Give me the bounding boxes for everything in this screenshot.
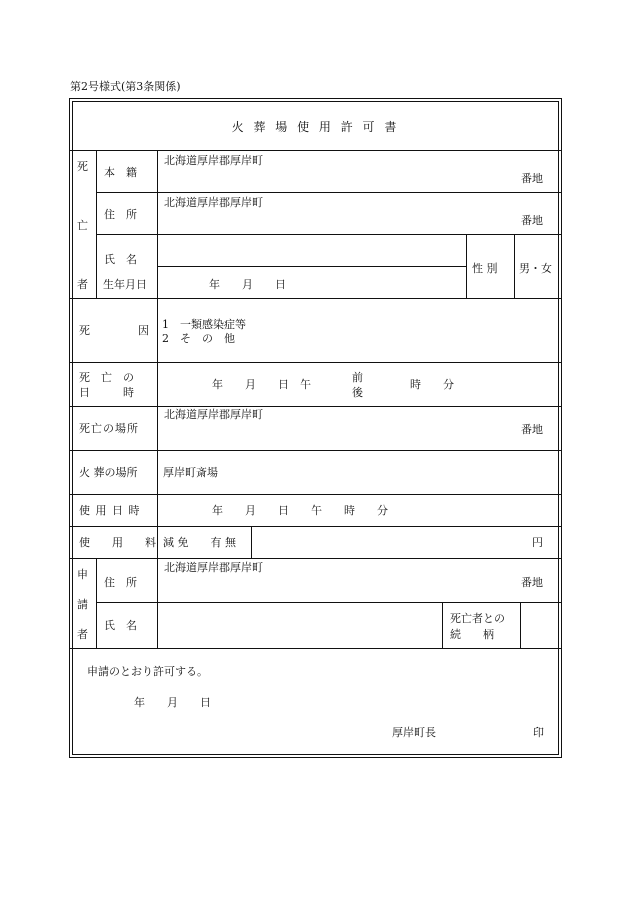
applicant-address-label: 住 所: [104, 576, 137, 589]
document-title: 火 葬 場 使 用 許 可 書: [231, 120, 400, 134]
permit-form: [69, 98, 562, 758]
deceased-address-label: 住 所: [104, 208, 137, 221]
death-place-suffix: 番地: [521, 423, 543, 436]
death-ampm-am: 前: [352, 371, 363, 384]
approval-statement: 申請のとおり許可する。: [87, 665, 208, 678]
approval-date: 年 月 日: [134, 696, 211, 709]
rule: [96, 558, 97, 648]
rule: [157, 266, 466, 267]
applicant-address-value: 北海道厚岸郡厚岸町: [164, 561, 263, 574]
death-place-label: 死亡の場所: [79, 422, 139, 435]
rule: [70, 362, 561, 363]
honseki-label: 本 籍: [104, 166, 137, 179]
rule: [96, 192, 561, 193]
fee-amount-field[interactable]: [252, 527, 512, 557]
cause-label: 因: [138, 324, 149, 337]
permit-form-inner-border: [72, 101, 559, 755]
death-time-value: 時 分: [410, 378, 454, 391]
rule: [96, 150, 97, 298]
applicant-name-label: 氏 名: [104, 619, 137, 632]
applicant-group-char: 者: [77, 628, 88, 641]
deceased-group-char: 亡: [77, 219, 88, 232]
rule: [157, 150, 158, 648]
fee-exemption: 減 免 有 無: [163, 536, 236, 549]
cause-item-2: 2 そ の 他: [162, 332, 235, 345]
cremation-place-value: 厚岸町斎場: [163, 466, 218, 479]
use-datetime-label: 使 用 日 時: [79, 504, 141, 517]
rule: [70, 406, 561, 407]
rule: [70, 558, 561, 559]
cremation-place-label: 火 葬の場所: [79, 466, 138, 479]
fee-label: 使 用 料: [79, 536, 156, 549]
death-ampm-pm: 後: [352, 386, 363, 399]
fee-unit: 円: [532, 536, 543, 549]
cause-item-1: 1 一類感染症等: [162, 318, 246, 331]
relation-field[interactable]: [521, 603, 560, 647]
deceased-group-char: 者: [77, 278, 88, 291]
applicant-address-suffix: 番地: [521, 576, 543, 589]
rule: [70, 450, 561, 451]
applicant-group-char: 請: [77, 598, 88, 611]
death-datetime-label: 死 亡 の: [79, 371, 134, 384]
death-place-value: 北海道厚岸郡厚岸町: [164, 408, 263, 421]
sex-value: 男・女: [519, 262, 552, 275]
seal-mark: 印: [533, 726, 544, 739]
rule: [70, 150, 561, 151]
use-datetime-value: 年 月 日 午 時 分: [212, 504, 388, 517]
rule: [70, 494, 561, 495]
death-date-value: 年 月 日 午: [212, 378, 311, 391]
deceased-name-field[interactable]: [158, 235, 465, 265]
rule: [466, 234, 467, 298]
rule: [70, 298, 561, 299]
deceased-address-value: 北海道厚岸郡厚岸町: [164, 196, 263, 209]
honseki-value: 北海道厚岸郡厚岸町: [164, 154, 263, 167]
rule: [514, 234, 515, 298]
sex-label: 性 別: [472, 262, 498, 275]
deceased-address-suffix: 番地: [521, 214, 543, 227]
relation-label: 続 柄: [450, 628, 494, 641]
birthdate-label: 生年月日: [103, 278, 147, 291]
rule: [70, 648, 561, 649]
mayor-title: 厚岸町長: [392, 726, 436, 739]
relation-label: 死亡者との: [450, 612, 505, 625]
rule: [442, 602, 443, 648]
honseki-suffix: 番地: [521, 172, 543, 185]
cause-label: 死: [79, 324, 90, 337]
deceased-group-char: 死: [77, 160, 88, 173]
form-number-label: 第2号様式(第3条関係): [70, 80, 181, 93]
applicant-name-field[interactable]: [158, 603, 441, 647]
deceased-name-label: 氏 名: [104, 253, 137, 266]
birthdate-value: 年 月 日: [209, 278, 286, 291]
death-datetime-label: 日 時: [79, 386, 134, 399]
applicant-group-char: 申: [77, 568, 88, 581]
